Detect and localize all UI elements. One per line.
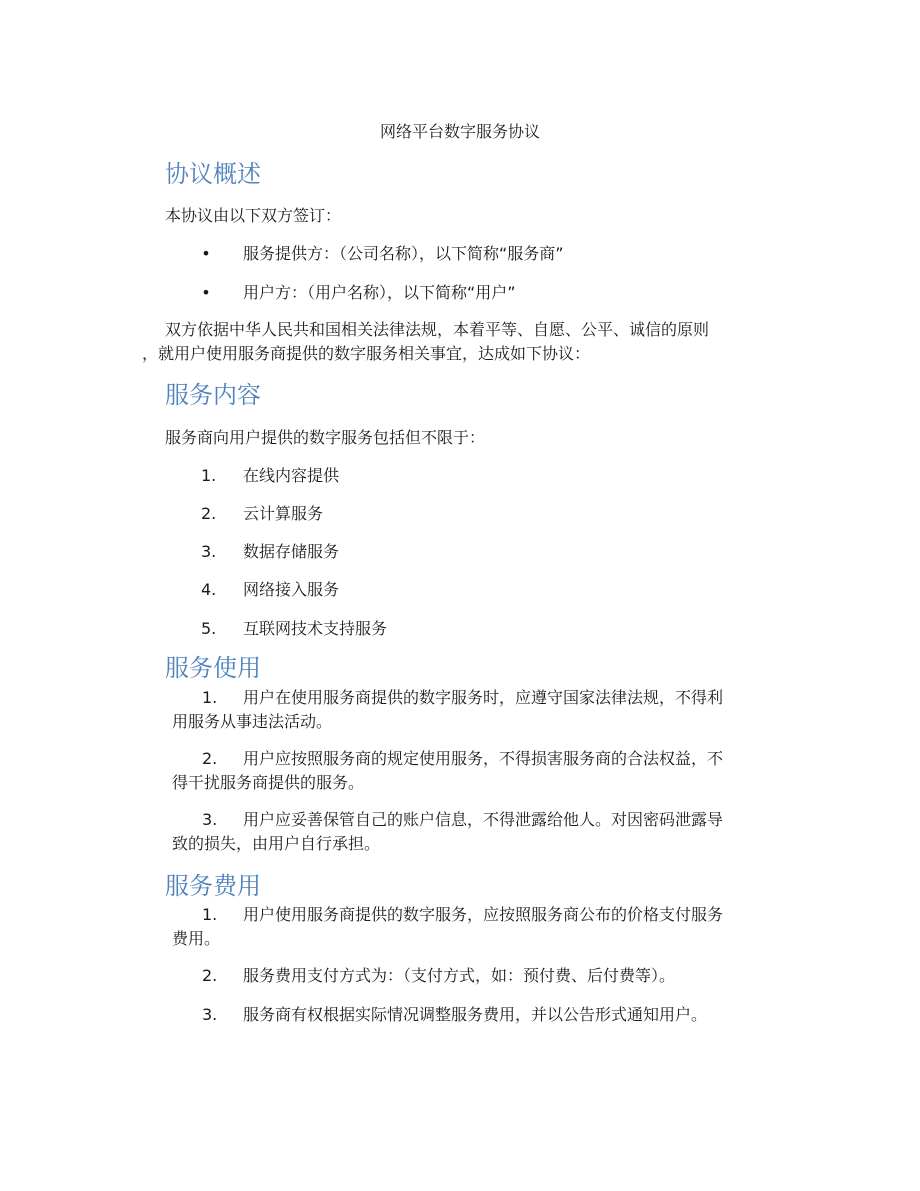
heading-overview: 协议概述	[165, 160, 261, 188]
bullet-icon: •	[201, 244, 211, 263]
list-number: 1.	[202, 905, 218, 924]
paragraph-line: 得干扰服务商提供的服务。	[172, 773, 365, 792]
paragraph-line: 用户应妥善保管自己的账户信息，不得泄露给他人。对因密码泄露导	[243, 810, 724, 829]
fees-item	[172, 903, 788, 951]
list-item-text: 在线内容提供	[243, 466, 340, 485]
paragraph-line: 用户在使用服务商提供的数字服务时，应遵守国家法律法规，不得利	[243, 688, 724, 707]
list-number: 2.	[202, 966, 218, 985]
list-number: 2.	[201, 504, 217, 523]
paragraph-line: 致的损失，由用户自行承担。	[172, 834, 381, 853]
list-item-text: 云计算服务	[243, 504, 324, 523]
paragraph-line: 双方依据中华人民共和国相关法律法规，本着平等、自愿、公平、诚信的原则	[165, 320, 710, 339]
paragraph-line: 服务商有权根据实际情况调整服务费用，并以公告形式通知用户。	[243, 1005, 708, 1024]
paragraph-line: 费用。	[172, 929, 221, 948]
document-title: 网络平台数字服务协议	[379, 122, 540, 141]
overview-intro: 本协议由以下双方签订：	[165, 206, 342, 225]
list-number: 3.	[202, 810, 218, 829]
list-number: 1.	[202, 688, 218, 707]
list-item-text: 用户方：（用户名称），以下简称“用户”	[243, 283, 516, 302]
overview-paragraph	[142, 318, 792, 366]
list-number: 2.	[202, 749, 218, 768]
list-number: 1.	[201, 466, 217, 485]
list-number: 4.	[201, 580, 217, 599]
list-item-text: 互联网技术支持服务	[243, 619, 388, 638]
list-number: 3.	[201, 542, 217, 561]
bullet-icon: •	[201, 283, 211, 302]
heading-content: 服务内容	[165, 381, 261, 409]
heading-fees: 服务费用	[165, 872, 261, 900]
usage-item	[172, 808, 788, 856]
paragraph-line: ，就用户使用服务商提供的数字服务相关事宜，达成如下协议：	[142, 344, 591, 363]
paragraph-line: 用户应按照服务商的规定使用服务，不得损害服务商的合法权益，不	[243, 749, 724, 768]
list-number: 3.	[202, 1005, 218, 1024]
usage-item	[172, 686, 788, 734]
usage-item	[172, 747, 788, 795]
paragraph-line: 用户使用服务商提供的数字服务，应按照服务商公布的价格支付服务	[243, 905, 724, 924]
list-number: 5.	[201, 619, 217, 638]
paragraph-line: 用服务从事违法活动。	[172, 712, 333, 731]
list-item-text: 服务提供方：（公司名称），以下简称“服务商”	[243, 244, 564, 263]
list-item-text: 数据存储服务	[243, 542, 340, 561]
list-item-text: 网络接入服务	[243, 580, 340, 599]
paragraph-line: 服务费用支付方式为：（支付方式，如：预付费、后付费等）。	[243, 966, 676, 985]
heading-usage: 服务使用	[165, 654, 261, 682]
content-intro: 服务商向用户提供的数字服务包括但不限于：	[165, 428, 486, 447]
fees-item	[172, 1003, 788, 1027]
fees-item	[172, 964, 788, 988]
